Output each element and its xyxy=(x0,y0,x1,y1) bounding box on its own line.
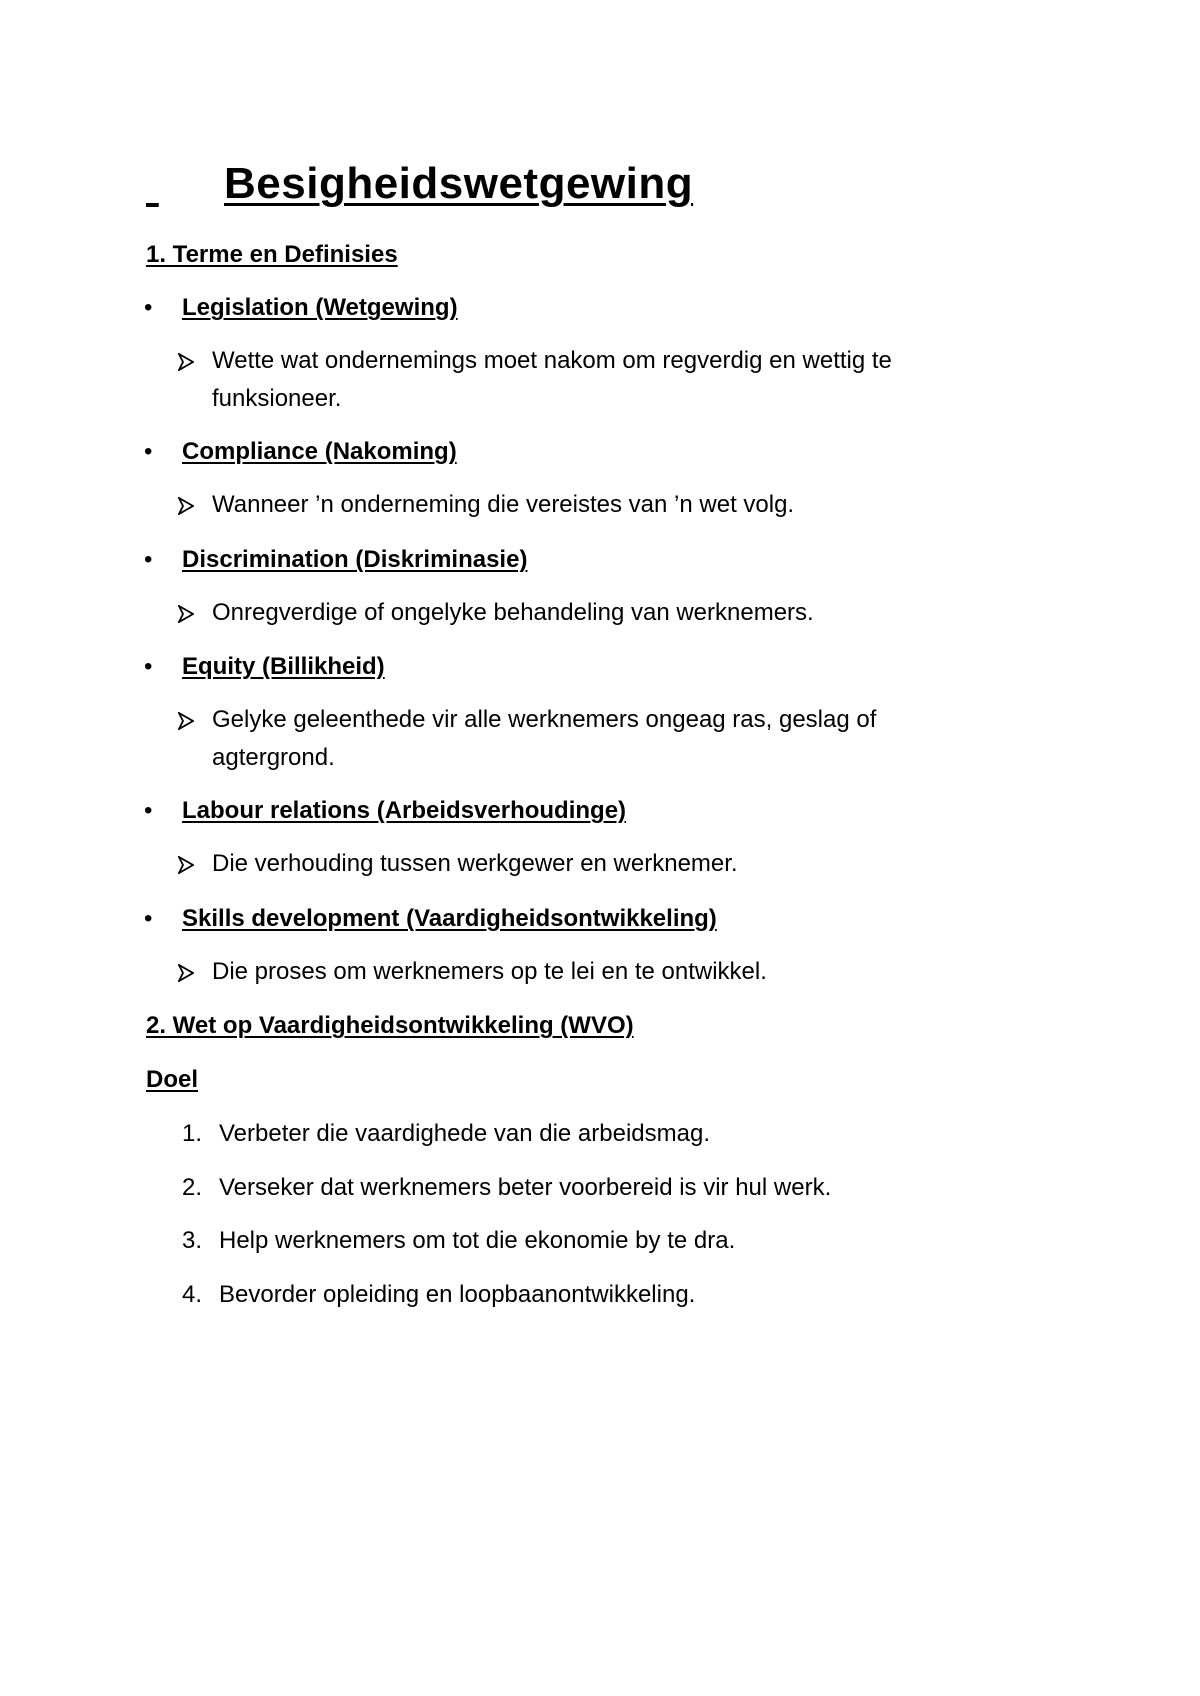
section2-heading: 2. Wet op Vaardigheidsontwikkeling (WVO) xyxy=(146,1012,634,1039)
definition-labour-relations: Die verhouding tussen werkgewer en werknemer. xyxy=(212,850,738,877)
definition-discrimination: Onregverdige of ongelyke behandeling van werknemers. xyxy=(212,599,814,626)
list-item: Help werknemers om tot die ekonomie by te dra. xyxy=(219,1227,736,1254)
term-legislation: Legislation (Wetgewing) xyxy=(182,294,458,321)
section1-heading: 1. Terme en Definisies xyxy=(146,241,398,268)
bullet-dot-icon: • xyxy=(144,653,153,680)
list-item: Verbeter die vaardighede van die arbeidsmag. xyxy=(219,1120,710,1147)
term-skills-development: Skills development (Vaardigheidsontwikkeling) xyxy=(182,905,717,932)
bullet-dot-icon: • xyxy=(144,797,153,824)
arrow-bullet-icon xyxy=(178,964,194,982)
bullet-dot-icon: • xyxy=(144,546,153,573)
term-equity: Equity (Billikheid) xyxy=(182,653,385,680)
page-title xyxy=(146,156,693,212)
arrow-bullet-icon xyxy=(178,497,194,515)
list-number: 1. xyxy=(182,1120,203,1147)
section2-subheading: Doel xyxy=(146,1066,199,1093)
definition-legislation-line2: funksioneer. xyxy=(212,385,342,412)
bullet-dot-icon: • xyxy=(144,294,153,321)
arrow-bullet-icon xyxy=(178,856,194,874)
arrow-bullet-icon xyxy=(178,353,194,371)
title-text: Besigheidswetgewing xyxy=(224,159,694,208)
definition-compliance: Wanneer ’n onderneming die vereistes van ’n wet volg. xyxy=(212,491,795,518)
definition-skills-development: Die proses om werknemers op te lei en te ontwikkel. xyxy=(212,958,767,985)
definition-equity-line2: agtergrond. xyxy=(212,744,335,771)
term-discrimination: Discrimination (Diskriminasie) xyxy=(182,546,528,573)
arrow-bullet-icon xyxy=(178,712,194,730)
bullet-dot-icon: • xyxy=(144,905,153,932)
list-number: 4. xyxy=(182,1281,203,1308)
definition-legislation-line1: Wette wat ondernemings moet nakom om regverdig en wettig te xyxy=(212,347,892,374)
title-indent xyxy=(146,156,224,212)
list-number: 3. xyxy=(182,1227,203,1254)
list-number: 2. xyxy=(182,1174,203,1201)
bullet-dot-icon: • xyxy=(144,438,153,465)
term-labour-relations: Labour relations (Arbeidsverhoudinge) xyxy=(182,797,627,824)
term-compliance: Compliance (Nakoming) xyxy=(182,438,457,465)
list-item: Bevorder opleiding en loopbaanontwikkeling. xyxy=(219,1281,696,1308)
list-item: Verseker dat werknemers beter voorbereid is vir hul werk. xyxy=(219,1174,832,1201)
definition-equity-line1: Gelyke geleenthede vir alle werknemers ongeag ras, geslag of xyxy=(212,706,877,733)
arrow-bullet-icon xyxy=(178,605,194,623)
